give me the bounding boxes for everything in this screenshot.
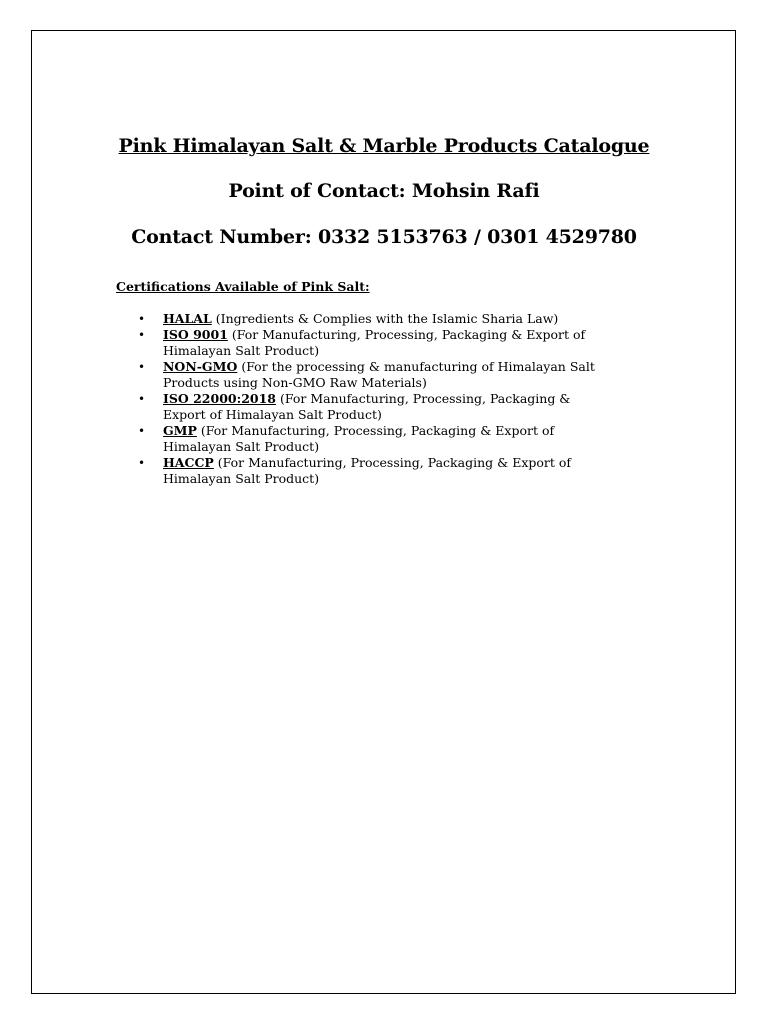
certification-name: ISO 22000:2018	[163, 391, 277, 406]
bullet-icon: •	[138, 312, 146, 326]
certification-item-iso-9001	[116, 327, 603, 359]
bullet-icon: •	[138, 392, 146, 406]
document-header	[0, 132, 768, 251]
certification-name: GMP	[163, 423, 197, 438]
certification-description: (Ingredients & Complies with the Islamic Sharia Law)	[211, 311, 559, 326]
certification-description: (For Manufacturing, Processing, Packaging & Export of Himalayan Salt Product)	[163, 455, 572, 486]
bullet-icon: •	[138, 328, 146, 342]
certification-item-iso-22000	[116, 391, 603, 423]
certification-name: NON-GMO	[163, 359, 238, 374]
certification-description: (For Manufacturing, Processing, Packaging & Export of Himalayan Salt Product)	[163, 327, 586, 358]
bullet-icon: •	[138, 360, 146, 374]
certification-name: HACCP	[163, 455, 214, 470]
certification-item-non-gmo	[116, 359, 603, 391]
certification-description: (For the processing & manufacturing of Himalayan Salt Products using Non-GMO Raw Materials)	[163, 359, 595, 390]
point-of-contact: Point of Contact: Mohsin Rafi	[228, 180, 540, 202]
bullet-icon: •	[138, 456, 146, 470]
certification-name: ISO 9001	[163, 327, 228, 342]
certification-description: (For Manufacturing, Processing, Packaging & Export of Himalayan Salt Product)	[163, 423, 555, 454]
certifications-list	[116, 311, 676, 487]
certification-description: (For Manufacturing, Processing, Packaging & Export of Himalayan Salt Product)	[163, 391, 571, 422]
certification-item-gmp	[116, 423, 603, 455]
certification-item-haccp	[116, 455, 603, 487]
document-title: Pink Himalayan Salt & Marble Products Catalogue	[118, 135, 650, 157]
certifications-heading: Certifications Available of Pink Salt:	[116, 279, 370, 294]
bullet-icon: •	[138, 424, 146, 438]
certification-name: HALAL	[163, 311, 212, 326]
certifications-section	[116, 279, 676, 487]
certification-item-halal	[116, 311, 603, 327]
contact-number: Contact Number: 0332 5153763 / 0301 4529780	[131, 226, 637, 248]
